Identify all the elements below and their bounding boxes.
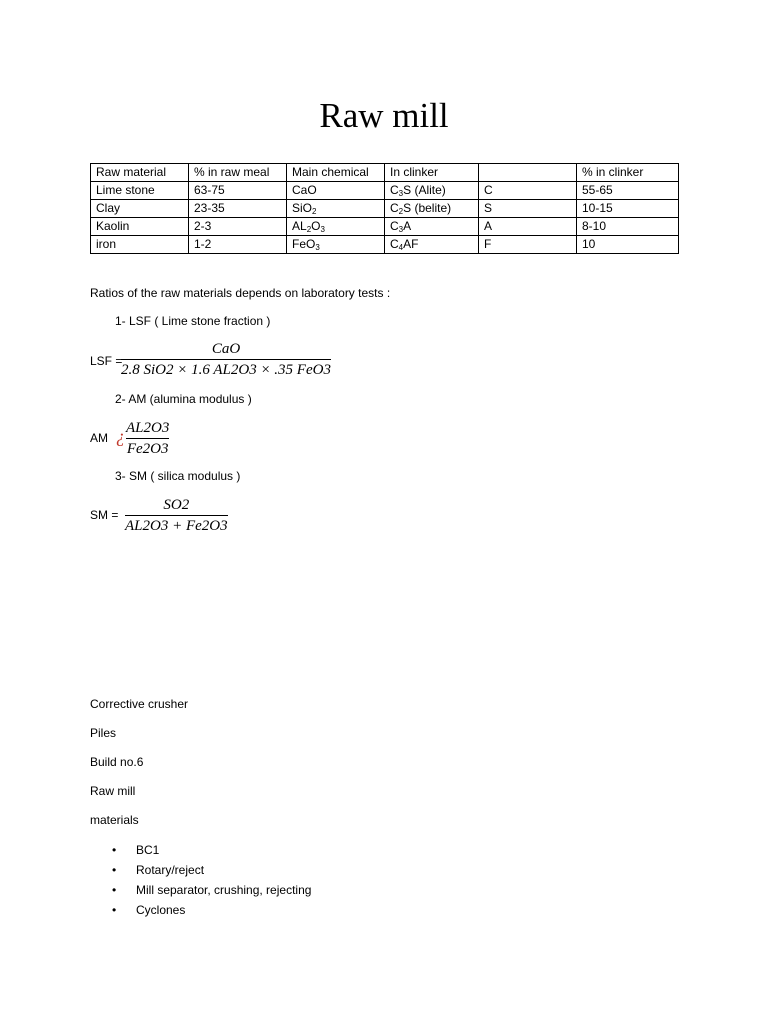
bullet-icon: •	[112, 883, 117, 897]
note-line: Build no.6	[90, 755, 144, 769]
table-cell	[385, 164, 479, 182]
cell-text: % in raw meal	[194, 165, 270, 179]
cell-text: C	[390, 219, 399, 233]
table-cell	[577, 182, 679, 200]
cell-text: Lime stone	[96, 183, 155, 197]
am-numerator: AL2O3	[126, 420, 170, 436]
subscript: 2	[306, 225, 312, 234]
table-cell	[287, 218, 385, 236]
cell-text: CaO	[292, 183, 317, 197]
cell-text: A	[403, 219, 412, 233]
cell-text: C	[484, 183, 493, 197]
table-cell	[479, 182, 577, 200]
list-item-text: Mill separator, crushing, rejecting	[136, 883, 312, 897]
cell-text: Kaolin	[96, 219, 130, 233]
sm-numerator: SO2	[163, 497, 190, 513]
subscript: 3	[398, 225, 404, 234]
subscript: 2	[398, 207, 404, 216]
cell-text: S	[484, 201, 493, 215]
list-item-text: BC1	[136, 843, 160, 857]
cell-text: 1-2	[194, 237, 212, 251]
table-row	[91, 200, 679, 218]
note-line: Piles	[90, 726, 117, 740]
am-item: 2- AM (alumina modulus )	[115, 392, 252, 406]
cell-text: C	[390, 183, 399, 197]
cell-text: 23-35	[194, 201, 225, 215]
lsf-item: 1- LSF ( Lime stone fraction )	[115, 314, 271, 328]
cell-text: 8-10	[582, 219, 607, 233]
cell-text: Raw material	[96, 165, 167, 179]
cell-text: C	[390, 201, 399, 215]
table-header-row	[91, 164, 679, 182]
note-line: Raw mill	[90, 784, 136, 798]
subscript: 4	[398, 243, 404, 252]
cell-text: F	[484, 237, 492, 251]
table-row	[91, 236, 679, 254]
subscript: 3	[320, 225, 325, 234]
table-cell	[189, 182, 287, 200]
table-cell	[189, 164, 287, 182]
table-cell	[577, 200, 679, 218]
sm-denominator: AL2O3 + Fe2O3	[125, 518, 228, 534]
table-cell	[189, 218, 287, 236]
table-cell	[189, 236, 287, 254]
table-cell	[287, 200, 385, 218]
table-cell	[189, 200, 287, 218]
lsf-numerator: CaO	[211, 341, 241, 357]
am-denominator: Fe2O3	[126, 441, 169, 457]
table-cell	[91, 200, 189, 218]
cell-text: 2-3	[194, 219, 212, 233]
raw-material-table	[90, 163, 679, 254]
am-mark: ¿	[116, 426, 125, 446]
lsf-formula	[121, 340, 331, 379]
bullet-icon: •	[112, 903, 117, 917]
list-item	[90, 900, 311, 920]
subscript: 3	[315, 243, 320, 252]
cell-text: SiO	[292, 201, 313, 215]
table-cell	[385, 200, 479, 218]
bullet-icon: •	[112, 863, 117, 877]
table-cell	[479, 218, 577, 236]
table-cell	[479, 200, 577, 218]
subscript: 3	[398, 189, 404, 198]
note-line: Corrective crusher	[90, 697, 189, 711]
table-cell	[287, 182, 385, 200]
table-cell	[385, 182, 479, 200]
cell-text: O	[311, 219, 321, 233]
table-row	[91, 182, 679, 200]
cell-text: iron	[96, 237, 117, 251]
cell-text: AL	[292, 219, 307, 233]
table-cell	[577, 164, 679, 182]
cell-text: 10	[582, 237, 596, 251]
cell-text: S (belite)	[403, 201, 452, 215]
table-cell	[91, 218, 189, 236]
page-title: Raw mill	[319, 96, 449, 135]
bullet-icon: •	[112, 843, 117, 857]
table-cell	[287, 164, 385, 182]
list-item-text: Rotary/reject	[136, 863, 205, 877]
cell-text: FeO	[292, 237, 316, 251]
sm-formula	[125, 496, 228, 535]
am-formula	[126, 419, 169, 458]
subscript: 2	[312, 207, 317, 216]
list-item-text: Cyclones	[136, 903, 186, 917]
cell-text: AF	[403, 237, 419, 251]
list-item	[90, 840, 311, 860]
cell-text: Clay	[96, 201, 121, 215]
am-label: AM	[90, 431, 108, 445]
cell-text: % in clinker	[582, 165, 644, 179]
cell-text: 10-15	[582, 201, 613, 215]
table-cell	[577, 218, 679, 236]
cell-text: 63-75	[194, 183, 225, 197]
materials-list	[90, 840, 311, 920]
cell-text: A	[484, 219, 493, 233]
table-cell	[577, 236, 679, 254]
sm-item: 3- SM ( silica modulus )	[115, 469, 241, 483]
ratios-heading: Ratios of the raw materials depends on laboratory tests :	[90, 286, 391, 300]
lsf-denominator: 2.8 SiO2 × 1.6 AL2O3 × .35 FeO3	[121, 362, 331, 378]
table-cell	[91, 182, 189, 200]
cell-text: In clinker	[390, 165, 439, 179]
table-cell	[479, 236, 577, 254]
list-item	[90, 860, 311, 880]
lsf-label: LSF =	[90, 354, 123, 368]
sm-label: SM =	[90, 508, 119, 522]
cell-text: C	[390, 237, 399, 251]
table-cell	[479, 164, 577, 182]
table-cell	[287, 236, 385, 254]
table-cell	[91, 164, 189, 182]
table-cell	[91, 236, 189, 254]
list-item	[90, 880, 311, 900]
note-line: materials	[90, 813, 139, 827]
table-cell	[385, 218, 479, 236]
table-cell	[385, 236, 479, 254]
table-row	[91, 218, 679, 236]
cell-text: 55-65	[582, 183, 613, 197]
cell-text: S (Alite)	[403, 183, 446, 197]
cell-text: Main chemical	[292, 165, 369, 179]
